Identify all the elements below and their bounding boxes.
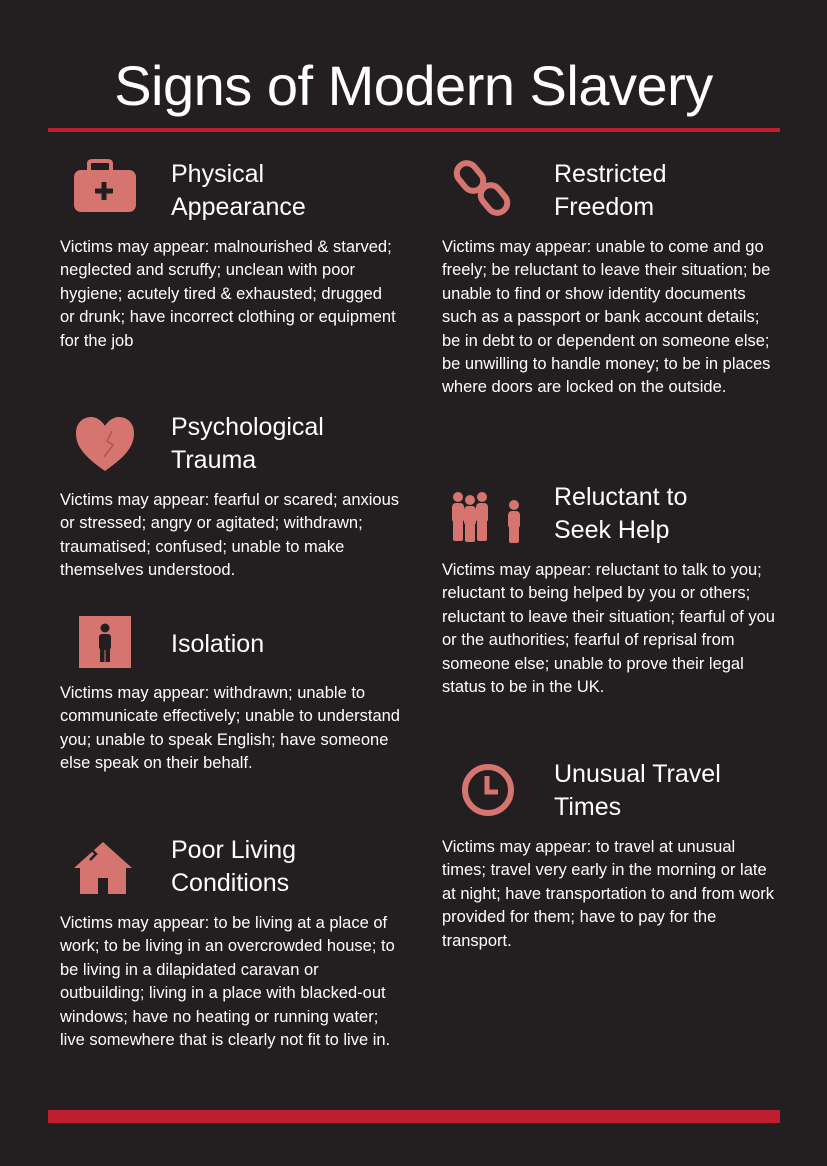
broken-chain-icon bbox=[442, 158, 522, 218]
page-title: Signs of Modern Slavery bbox=[114, 54, 713, 117]
body-restricted-freedom: Victims may appear: unable to come and go freely; be reluctant to leave their situation; be unable to find or show identity documents such as a passport or bank account details; be in debt to or dependent on someone else; be unwilling to handle money; to be in places where doors are locked on the outside. bbox=[442, 238, 771, 397]
heading-physical-appearance bbox=[171, 158, 411, 224]
heading-line: Appearance bbox=[171, 193, 306, 221]
first-aid-kit-icon bbox=[60, 158, 140, 218]
heading-line: Seek Help bbox=[554, 516, 670, 544]
top-divider bbox=[48, 128, 780, 132]
heading-line: Reluctant to bbox=[554, 483, 688, 511]
body-reluctant-to-seek-help: Victims may appear: reluctant to talk to you; reluctant to being helped by you or others; reluctant to leave their situation; fearful of you or the authorities; fearful of reprisal from someone else; unable to prove their legal status to be in the UK. bbox=[442, 561, 775, 697]
body-physical-appearance: Victims may appear: malnourished & starved; neglected and scruffy; unclean with poor hygiene; acutely tired & exhausted; drugged or drunk; have incorrect clothing or equipment for the job bbox=[60, 238, 396, 350]
damaged-house-icon bbox=[60, 838, 140, 898]
body-isolation: Victims may appear: withdrawn; unable to communicate effectively; unable to understand you; unable to speak English; have someone else speak on their behalf. bbox=[60, 684, 400, 773]
heading-psychological-trauma bbox=[171, 411, 411, 477]
heading-line: Psychological bbox=[171, 413, 324, 441]
bottom-divider bbox=[48, 1110, 780, 1123]
body-psychological-trauma: Victims may appear: fearful or scared; anxious or stressed; angry or agitated; withdrawn; traumatised; confused; unable to make themselves understood. bbox=[60, 491, 400, 580]
heading-line: Times bbox=[554, 793, 622, 821]
group-people-icon bbox=[442, 485, 522, 545]
heading-line: Isolation bbox=[171, 630, 265, 658]
isolated-person-icon bbox=[60, 612, 140, 672]
clock-icon bbox=[442, 760, 522, 820]
broken-heart-icon bbox=[60, 413, 140, 473]
heading-unusual-travel-times bbox=[554, 758, 794, 824]
heading-line: Unusual Travel bbox=[554, 760, 721, 788]
heading-line: Freedom bbox=[554, 193, 655, 221]
heading-line: Conditions bbox=[171, 869, 290, 897]
heading-line: Poor Living bbox=[171, 836, 297, 864]
heading-restricted-freedom bbox=[554, 158, 794, 224]
body-poor-living-conditions: Victims may appear: to be living at a place of work; to be living in an overcrowded house; to be living in a dilapidated caravan or outbuilding; living in a place with blacked-out windows; have no heating or running water; live somewhere that is clearly not fit to live in. bbox=[60, 914, 395, 1050]
body-unusual-travel-times: Victims may appear: to travel at unusual times; travel very early in the morning or late at night; have transportation to and from work provided for them; have to pay for the transport. bbox=[442, 838, 775, 950]
heading-isolation bbox=[171, 628, 411, 661]
heading-line: Restricted bbox=[554, 160, 667, 188]
heading-line: Trauma bbox=[171, 446, 257, 474]
heading-reluctant-to-seek-help bbox=[554, 481, 794, 547]
heading-line: Physical bbox=[171, 160, 265, 188]
heading-poor-living-conditions bbox=[171, 834, 411, 900]
